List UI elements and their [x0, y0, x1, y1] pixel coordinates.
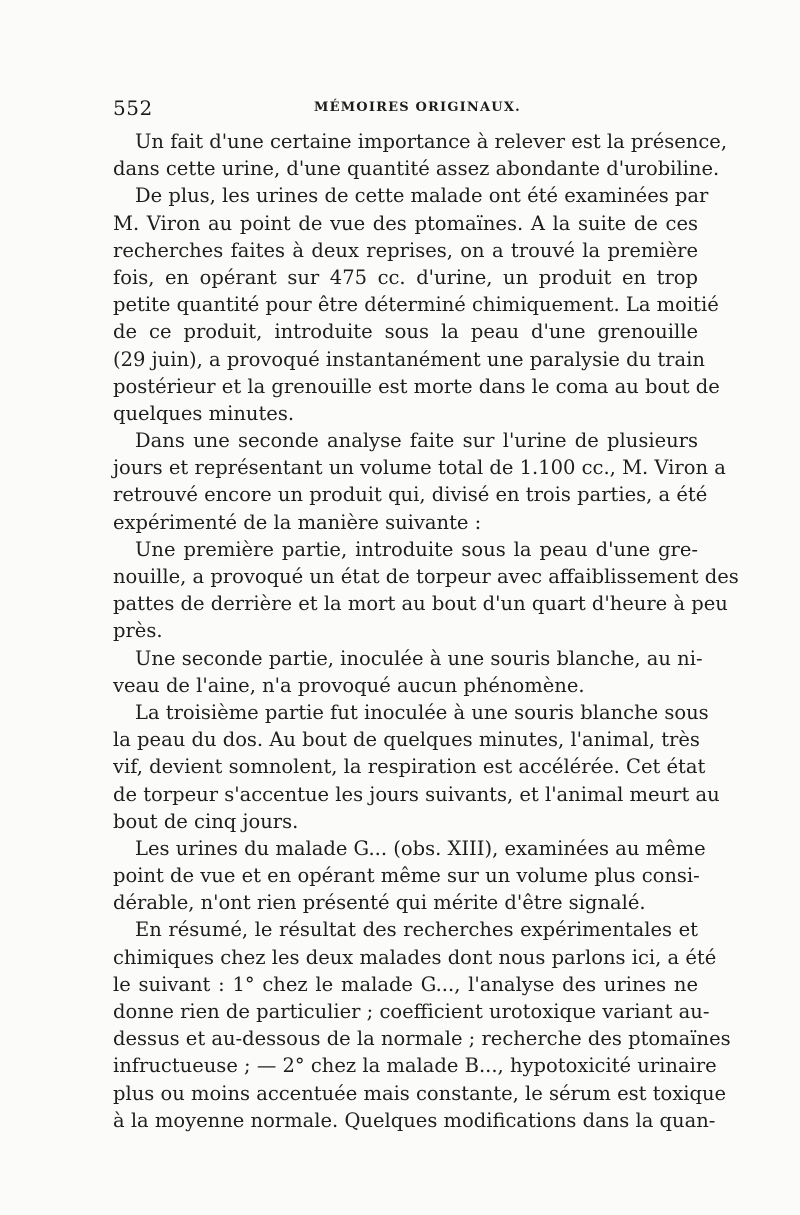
text-line: retrouvé encore un produit qui, divisé en trois parties, a été	[113, 483, 708, 507]
paragraph	[113, 645, 703, 699]
paragraph	[113, 128, 728, 182]
paragraph	[113, 916, 731, 1134]
running-title: MÉMOIRES ORIGINAUX.	[314, 100, 521, 115]
text-line: (29 juin), a provoqué instantanément une paralysie du train	[113, 347, 705, 371]
text-line: près.	[113, 619, 163, 643]
text-line: dérable, n'ont rien présenté qui mérite d'être signalé.	[113, 891, 646, 915]
text-line: de ce produit, introduite sous la peau d'une grenouille	[113, 320, 698, 344]
paragraph	[113, 427, 726, 536]
text-line: à la moyenne normale. Quelques modifications dans la quan-	[113, 1108, 716, 1132]
text-line: quelques minutes.	[113, 401, 295, 425]
text-line: La troisième partie fut inoculée à une souris blanche sous	[135, 700, 709, 724]
text-line: vif, devient somnolent, la respiration est accélérée. Cet état	[113, 755, 706, 779]
text-line: Dans une seconde analyse faite sur l'urine de plusieurs	[135, 429, 698, 453]
text-line: infructueuse ; — 2° chez la malade B..., hypotoxicité urinaire	[113, 1054, 717, 1078]
text-line: de torpeur s'accentue les jours suivants, et l'animal meurt au	[113, 782, 720, 806]
text-line: bout de cinq jours.	[113, 809, 299, 833]
text-line: recherches faites à deux reprises, on a trouvé la première	[113, 238, 698, 262]
text-line: fois, en opérant sur 475 cc. d'urine, un produit en trop	[113, 265, 698, 289]
text-line: la peau du dos. Au bout de quelques minutes, l'animal, très	[113, 728, 700, 752]
text-line: donne rien de particulier ; coefficient urotoxique variant au-	[113, 1000, 710, 1023]
body-text	[113, 128, 739, 1134]
text-line: Une seconde partie, inoculée à une souris blanche, au ni-	[135, 646, 703, 670]
page-number: 552	[113, 96, 153, 120]
paragraph	[113, 182, 720, 427]
text-line: nouille, a provoqué un état de torpeur avec affaiblissement des	[113, 565, 739, 588]
page-header	[113, 96, 698, 122]
text-line: Les urines du malade G... (obs. XIII), examinées au même	[135, 836, 706, 860]
text-line: postérieur et la grenouille est morte dans le coma au bout de	[113, 374, 720, 398]
text-line: chimiques chez les deux malades dont nous parlons ici, a été	[113, 945, 717, 969]
text-line: M. Viron au point de vue des ptomaïnes. A la suite de ces	[113, 211, 698, 235]
paragraph	[113, 536, 739, 645]
text-line: De plus, les urines de cette malade ont été examinées par	[135, 184, 709, 208]
text-line: veau de l'aine, n'a provoqué aucun phénomène.	[113, 673, 585, 697]
paragraph	[113, 699, 720, 835]
text-line: dans cette urine, d'une quantité assez abondante d'urobiline.	[113, 157, 720, 181]
text-line: expérimenté de la manière suivante :	[113, 510, 482, 534]
text-line: plus ou moins accentuée mais constante, le sérum est toxique	[113, 1081, 727, 1105]
text-line: point de vue et en opérant même sur un volume plus consi-	[113, 864, 700, 888]
text-line: Un fait d'une certaine importance à relever est la présence,	[135, 130, 728, 153]
text-line: En résumé, le résultat des recherches expérimentales et	[135, 918, 698, 942]
text-line: dessus et au-dessous de la normale ; recherche des ptomaïnes	[113, 1027, 731, 1051]
text-line: pattes de derrière et la mort au bout d'un quart d'heure à peu	[113, 592, 728, 616]
paragraph	[113, 835, 706, 917]
text-line: Une première partie, introduite sous la peau d'une gre-	[135, 537, 698, 561]
text-line: le suivant : 1° chez le malade G..., l'analyse des urines ne	[113, 972, 698, 996]
text-line: petite quantité pour être déterminé chimiquement. La moitié	[113, 293, 719, 317]
text-line: jours et représentant un volume total de 1.100 cc., M. Viron a	[113, 456, 726, 480]
